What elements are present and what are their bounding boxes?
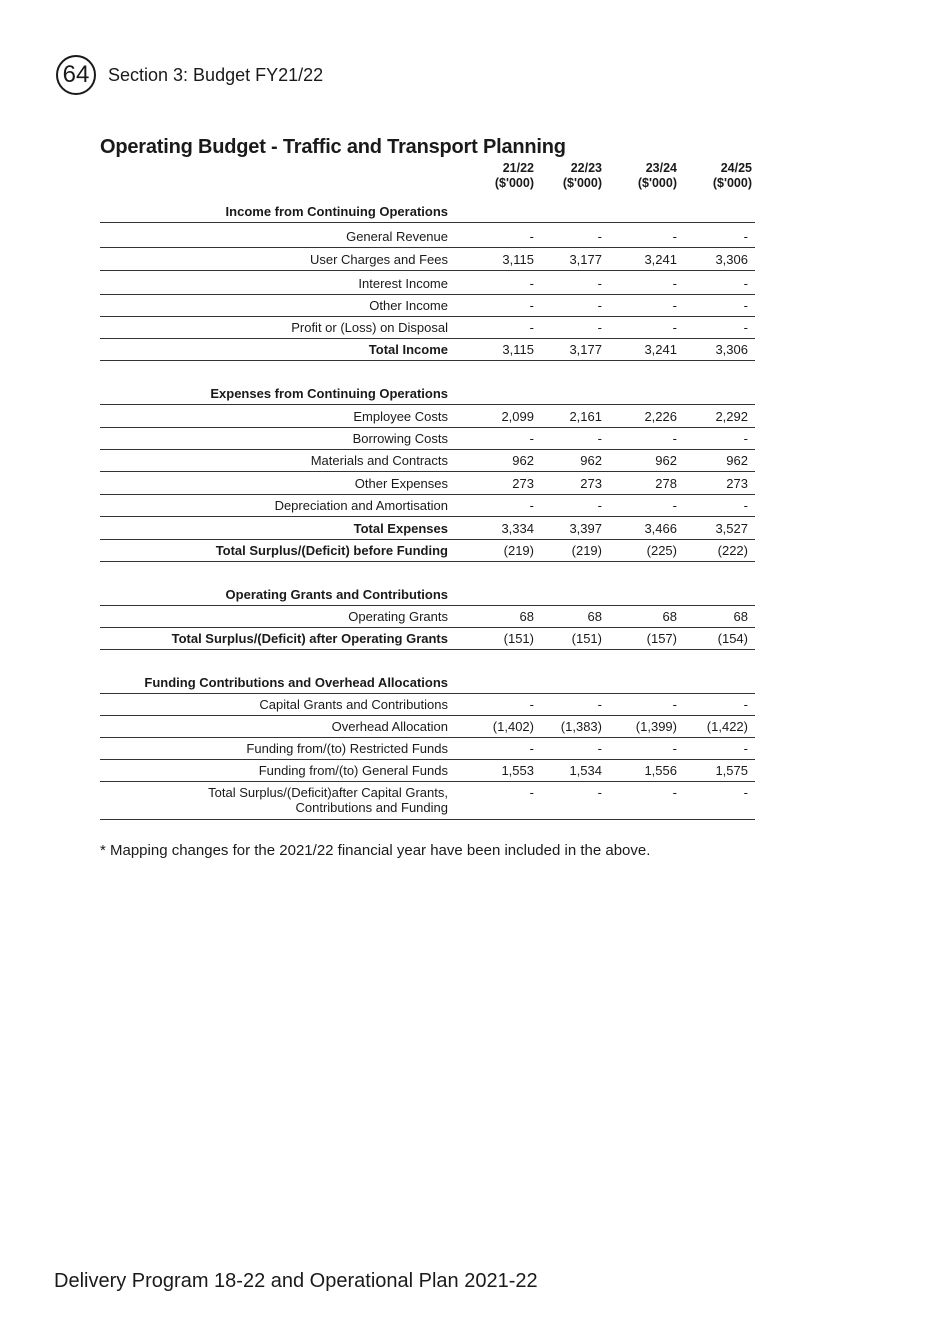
row-value: (219) (571, 543, 602, 558)
row-value: - (672, 697, 677, 712)
table-row (100, 517, 755, 540)
row-value: - (597, 298, 602, 313)
row-value: - (672, 320, 677, 335)
row-value: - (743, 697, 748, 712)
row-value: - (529, 320, 534, 335)
row-value: (1,399) (635, 719, 677, 734)
row-value: 2,226 (644, 409, 677, 424)
row-value: 3,306 (715, 342, 748, 357)
row-value: - (672, 276, 677, 291)
row-value: (222) (717, 543, 748, 558)
row-label: General Revenue (346, 229, 448, 244)
row-value: - (597, 785, 602, 800)
row-label: Other Income (369, 298, 448, 313)
row-label: Funding from/(to) General Funds (258, 763, 448, 778)
budget-table (100, 161, 755, 820)
page-title: Operating Budget - Traffic and Transport Planning (100, 136, 566, 158)
row-value: - (529, 431, 534, 446)
row-value: 2,292 (715, 409, 748, 424)
column-header (677, 161, 752, 191)
table-row (100, 694, 755, 716)
table-row (100, 339, 755, 361)
row-label: Capital Grants and Contributions (259, 697, 448, 712)
row-label: User Charges and Fees (309, 252, 448, 267)
column-year: 22/23 (570, 161, 602, 175)
row-value: 1,575 (715, 763, 748, 778)
row-label (100, 785, 448, 815)
row-value: - (597, 276, 602, 291)
row-value: 962 (512, 453, 534, 468)
row-value: 68 (662, 609, 677, 624)
row-value: 1,556 (644, 763, 677, 778)
row-value: - (672, 741, 677, 756)
row-value: - (597, 498, 602, 513)
row-value: - (672, 785, 677, 800)
row-label: Other Expenses (354, 476, 448, 491)
column-header (534, 161, 602, 191)
table-row (100, 606, 755, 628)
column-unit: ($'000) (712, 176, 752, 190)
row-value: 962 (726, 453, 748, 468)
row-spacer (100, 361, 755, 383)
row-value: - (743, 785, 748, 800)
row-label: Interest Income (358, 276, 448, 291)
table-row (100, 428, 755, 450)
row-label: Profit or (Loss) on Disposal (291, 320, 448, 335)
row-label: Operating Grants and Contributions (225, 587, 448, 602)
row-value: 1,553 (501, 763, 534, 778)
row-value: - (743, 298, 748, 313)
row-label: Total Income (368, 342, 448, 357)
row-label: Income from Continuing Operations (225, 204, 448, 219)
column-unit: ($'000) (494, 176, 534, 190)
row-label: Total Surplus/(Deficit) before Funding (215, 543, 448, 558)
row-value: - (529, 229, 534, 244)
row-value: 962 (580, 453, 602, 468)
row-value: 3,177 (569, 252, 602, 267)
row-value: 2,161 (569, 409, 602, 424)
table-row (100, 317, 755, 339)
row-value: - (597, 431, 602, 446)
page-footer: Delivery Program 18-22 and Operational Plan 2021-22 (54, 1270, 538, 1292)
row-label-line: Contributions and Funding (295, 800, 448, 815)
table-row (100, 295, 755, 317)
row-value: 278 (655, 476, 677, 491)
table-row (100, 540, 755, 562)
column-unit: ($'000) (637, 176, 677, 190)
row-value: - (529, 697, 534, 712)
column-unit: ($'000) (562, 176, 602, 190)
column-year: 23/24 (645, 161, 677, 175)
section-label: Section 3: Budget FY21/22 (108, 64, 324, 85)
row-label: Borrowing Costs (352, 431, 448, 446)
row-value: 1,534 (569, 763, 602, 778)
table-row (100, 248, 755, 271)
row-value: - (529, 276, 534, 291)
table-row (100, 472, 755, 495)
column-header (602, 161, 677, 191)
row-value: - (743, 498, 748, 513)
row-value: - (743, 320, 748, 335)
row-value: (1,383) (560, 719, 602, 734)
table-row (100, 271, 755, 295)
row-label: Funding from/(to) Restricted Funds (246, 741, 448, 756)
row-value: 273 (512, 476, 534, 491)
table-row (100, 738, 755, 760)
table-row (100, 760, 755, 782)
page-number-badge: 64 (56, 55, 96, 95)
row-value: (157) (646, 631, 677, 646)
row-value: 3,466 (644, 521, 677, 536)
row-value: (219) (503, 543, 534, 558)
row-value: - (597, 697, 602, 712)
row-value: 68 (587, 609, 602, 624)
table-body (100, 197, 755, 820)
table-row (100, 628, 755, 650)
row-value: 962 (655, 453, 677, 468)
row-label: Materials and Contracts (310, 453, 448, 468)
row-value: - (529, 498, 534, 513)
row-value: 2,099 (501, 409, 534, 424)
table-row (100, 782, 755, 820)
row-label: Expenses from Continuing Operations (210, 386, 448, 401)
row-value: - (672, 431, 677, 446)
row-label: Operating Grants (348, 609, 448, 624)
row-value: (1,402) (492, 719, 534, 734)
table-row (100, 405, 755, 428)
row-value: (1,422) (706, 719, 748, 734)
row-value: - (672, 229, 677, 244)
row-value: - (597, 320, 602, 335)
row-spacer (100, 650, 755, 672)
row-value: - (672, 498, 677, 513)
section-heading-row (100, 383, 755, 405)
row-value: 3,241 (644, 342, 677, 357)
row-value: 273 (726, 476, 748, 491)
row-value: - (672, 298, 677, 313)
table-row (100, 716, 755, 738)
row-spacer (100, 562, 755, 584)
row-value: 3,115 (502, 342, 534, 357)
row-value: (151) (503, 631, 534, 646)
table-row (100, 495, 755, 517)
row-label-line: Total Surplus/(Deficit)after Capital Grants, (208, 785, 448, 800)
table-row (100, 450, 755, 472)
row-value: 3,397 (569, 521, 602, 536)
table-row (100, 223, 755, 248)
column-year: 24/25 (720, 161, 752, 175)
row-value: - (529, 785, 534, 800)
column-header (448, 161, 534, 191)
row-label: Total Surplus/(Deficit) after Operating Grants (171, 631, 448, 646)
row-value: - (529, 741, 534, 756)
footnote: * Mapping changes for the 2021/22 financial year have been included in the above. (100, 842, 651, 859)
row-value: (225) (646, 543, 677, 558)
row-value: 3,241 (644, 252, 677, 267)
row-value: 3,334 (501, 521, 534, 536)
row-label: Overhead Allocation (331, 719, 448, 734)
row-value: 3,177 (569, 342, 602, 357)
column-year: 21/22 (502, 161, 534, 175)
page-header (56, 55, 323, 95)
row-value: (151) (571, 631, 602, 646)
row-value: - (743, 229, 748, 244)
section-heading-row (100, 584, 755, 606)
row-label: Total Expenses (353, 521, 448, 536)
table-header-row (100, 161, 755, 197)
section-heading-row (100, 197, 755, 223)
section-heading-row (100, 672, 755, 694)
row-value: (154) (717, 631, 748, 646)
row-value: 68 (519, 609, 534, 624)
row-label: Depreciation and Amortisation (274, 498, 448, 513)
row-value: - (597, 229, 602, 244)
row-label: Funding Contributions and Overhead Allocations (144, 675, 448, 690)
row-value: 68 (733, 609, 748, 624)
row-value: - (597, 741, 602, 756)
row-label: Employee Costs (353, 409, 448, 424)
row-value: - (529, 298, 534, 313)
row-value: 3,306 (715, 252, 748, 267)
row-value: 273 (580, 476, 602, 491)
row-value: - (743, 276, 748, 291)
row-value: - (743, 431, 748, 446)
row-value: 3,527 (715, 521, 748, 536)
row-value: 3,115 (502, 252, 534, 267)
row-value: - (743, 741, 748, 756)
